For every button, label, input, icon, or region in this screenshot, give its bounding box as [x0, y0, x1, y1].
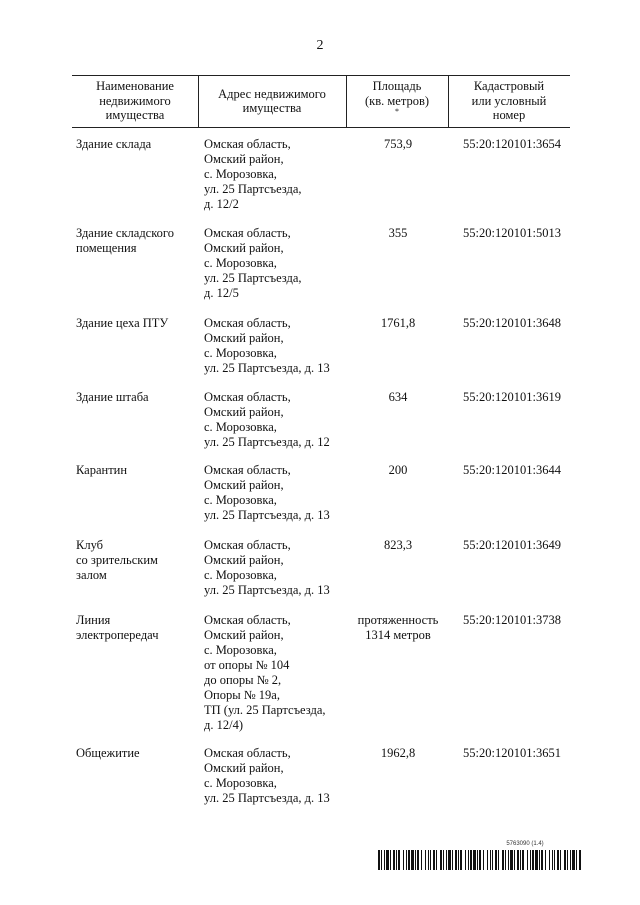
address-line: Омский район,	[204, 241, 284, 255]
barcode-bar	[470, 850, 472, 870]
name-line: Общежитие	[76, 746, 140, 760]
cell-name	[76, 463, 196, 478]
barcode-bar	[436, 850, 437, 870]
cell-cadastral: 55:20:120101:3651	[463, 746, 561, 760]
address-line: ТП (ул. 25 Партсъезда,	[204, 703, 326, 717]
address-line: с. Морозовка,	[204, 643, 277, 657]
address-line: Омский район,	[204, 553, 284, 567]
name-line: Клуб	[76, 538, 104, 552]
barcode-bar	[411, 850, 414, 870]
header-name-line: Наименование	[96, 79, 174, 94]
name-line: помещения	[76, 241, 137, 255]
footnote-mark: *	[395, 107, 399, 117]
cell-address	[204, 226, 346, 301]
barcode-bar	[505, 850, 506, 870]
address-line: Омская область,	[204, 226, 291, 240]
address-line: Омская область,	[204, 538, 291, 552]
address-line: Омская область,	[204, 463, 291, 477]
barcode-bar	[430, 850, 431, 870]
barcode-bar	[446, 850, 447, 870]
cell-area	[348, 746, 448, 761]
barcode-bar	[483, 850, 484, 870]
cell-area	[348, 463, 448, 478]
address-line: с. Морозовка,	[204, 493, 277, 507]
name-line: электропередач	[76, 628, 159, 642]
cell-address	[204, 463, 346, 523]
barcode-bar	[425, 850, 426, 870]
header-cadastral	[448, 75, 570, 127]
page-number: 2	[316, 38, 324, 53]
cell-address	[204, 538, 346, 598]
address-line: д. 12/5	[204, 286, 239, 300]
barcode-bar	[520, 850, 521, 870]
header-cadastral-line: Кадастровый	[473, 79, 545, 94]
name-line: Здание цеха ПТУ	[76, 316, 169, 330]
barcode-bar	[502, 850, 504, 870]
cell-cadastral: 55:20:120101:3738	[463, 613, 561, 627]
barcode-bar	[448, 850, 451, 870]
barcode-bar	[532, 850, 534, 870]
header-area-line: Площадь	[372, 79, 422, 94]
cell-cadastral: 55:20:120101:3649	[463, 538, 561, 552]
header-address-line: Адрес недвижимого	[218, 86, 326, 101]
barcode-bar	[567, 850, 568, 870]
barcode-bar	[396, 850, 397, 870]
name-line: Здание штаба	[76, 390, 149, 404]
cell-area	[348, 316, 448, 331]
cell-name	[76, 226, 196, 256]
address-line: Омская область,	[204, 746, 291, 760]
barcode-bar	[572, 850, 575, 870]
cell-name	[76, 137, 196, 152]
barcode-bar	[393, 850, 395, 870]
name-line: Здание склада	[76, 137, 152, 151]
address-line: от опоры № 104	[204, 658, 290, 672]
cell-address	[204, 613, 346, 733]
barcode-bar	[455, 850, 457, 870]
cell-name	[76, 538, 196, 583]
barcode-bar	[579, 850, 581, 870]
barcode-bar	[498, 850, 499, 870]
area-line: 1761,8	[380, 316, 416, 330]
cell-address	[204, 316, 346, 376]
barcode-bar	[510, 850, 513, 870]
barcode-bar	[557, 850, 559, 870]
barcode-bar	[490, 850, 491, 870]
address-line: с. Морозовка,	[204, 776, 277, 790]
area-line: 753,9	[383, 137, 413, 151]
address-line: ул. 25 Партсъезда, д. 13	[204, 791, 330, 805]
cell-name	[76, 613, 196, 643]
name-line: залом	[76, 568, 107, 582]
barcode-bar	[539, 850, 540, 870]
address-line: до опоры № 2,	[204, 673, 282, 687]
barcode-bar	[545, 850, 546, 870]
barcode-bar	[514, 850, 515, 870]
barcode-bar	[390, 850, 391, 870]
cell-address	[204, 137, 346, 212]
barcode-bar	[564, 850, 566, 870]
name-line: со зрительским	[76, 553, 158, 567]
area-line: 1314 метров	[365, 628, 431, 642]
cell-area	[348, 613, 448, 643]
barcode-bar	[541, 850, 543, 870]
barcode-bar	[452, 850, 453, 870]
barcode-bar	[433, 850, 435, 870]
address-line: Омский район,	[204, 761, 284, 775]
header-name-line: недвижимого	[99, 93, 171, 108]
cell-address	[204, 390, 346, 450]
address-line: с. Морозовка,	[204, 256, 277, 270]
address-line: ул. 25 Партсъезда, д. 13	[204, 361, 330, 375]
barcode-bar	[443, 850, 444, 870]
barcode-bar	[398, 850, 400, 870]
address-line: ул. 25 Партсъезда, д. 13	[204, 508, 330, 522]
area-line: 1962,8	[380, 746, 416, 760]
address-line: Омская область,	[204, 390, 291, 404]
barcode-bar	[406, 850, 407, 870]
barcode-bar	[415, 850, 416, 870]
cell-cadastral: 55:20:120101:3648	[463, 316, 561, 330]
address-line: Омский район,	[204, 478, 284, 492]
address-line: Омская область,	[204, 316, 291, 330]
header-cadastral-line: или условный	[471, 93, 547, 108]
cell-cadastral: 55:20:120101:3619	[463, 390, 561, 404]
header-address-line: имущества	[242, 101, 302, 115]
area-line: 200	[388, 463, 408, 477]
header-area-unit: (кв. метров)	[364, 93, 430, 108]
barcode-bar	[403, 850, 404, 870]
area-line: протяженность	[357, 613, 439, 627]
barcode-bar	[381, 850, 382, 870]
cell-name	[76, 390, 196, 405]
barcode-bar	[421, 850, 422, 870]
header-address	[198, 75, 346, 127]
name-line: Карантин	[76, 463, 128, 477]
barcode-bar	[479, 850, 481, 870]
barcode-bar	[428, 850, 429, 870]
cell-cadastral: 55:20:120101:5013	[463, 226, 561, 240]
address-line: Омская область,	[204, 613, 291, 627]
barcode	[378, 850, 582, 870]
address-line: ул. 25 Партсъезда, д. 12	[204, 435, 330, 449]
area-line: 634	[388, 390, 408, 404]
barcode-bar	[560, 850, 561, 870]
barcode-bar	[552, 850, 553, 870]
header-cadastral-line: номер	[492, 108, 526, 123]
cell-area	[348, 226, 448, 241]
name-line: Линия	[76, 613, 111, 627]
barcode-bar	[517, 850, 519, 870]
barcode-bar	[440, 850, 442, 870]
address-line: Опоры № 19а,	[204, 688, 280, 702]
barcode-bar	[527, 850, 528, 870]
address-line: Омская область,	[204, 137, 291, 151]
cell-name	[76, 316, 196, 331]
barcode-bar	[386, 850, 389, 870]
area-line: 355	[388, 226, 408, 240]
barcode-bar	[384, 850, 385, 870]
barcode-bar	[576, 850, 577, 870]
barcode-bar	[549, 850, 550, 870]
cell-name	[76, 746, 196, 761]
barcode-bar	[554, 850, 555, 870]
barcode-bar	[465, 850, 466, 870]
barcode-bar	[468, 850, 469, 870]
barcode-bar	[473, 850, 476, 870]
address-line: Омский район,	[204, 331, 284, 345]
address-line: с. Морозовка,	[204, 346, 277, 360]
barcode-bar	[477, 850, 478, 870]
barcode-bar	[487, 850, 488, 870]
address-line: ул. 25 Партсъезда,	[204, 182, 302, 196]
address-line: д. 12/2	[204, 197, 239, 211]
barcode-bar	[570, 850, 571, 870]
address-line: д. 12/4)	[204, 718, 243, 732]
name-line: Здание складского	[76, 226, 174, 240]
cell-area	[348, 137, 448, 152]
barcode-bar	[522, 850, 524, 870]
address-line: ул. 25 Партсъезда, д. 13	[204, 583, 330, 597]
cell-area	[348, 390, 448, 405]
cell-area	[348, 538, 448, 553]
address-line: с. Морозовка,	[204, 420, 277, 434]
header-area	[346, 75, 448, 127]
barcode-bar	[460, 850, 462, 870]
address-line: с. Морозовка,	[204, 167, 277, 181]
header-area-line	[365, 94, 429, 123]
cell-cadastral: 55:20:120101:3644	[463, 463, 561, 477]
barcode-bar	[508, 850, 509, 870]
address-line: Омский район,	[204, 405, 284, 419]
barcode-bar	[378, 850, 380, 870]
address-line: ул. 25 Партсъезда,	[204, 271, 302, 285]
cell-address	[204, 746, 346, 806]
barcode-bar	[495, 850, 497, 870]
table-header-bottom-rule	[72, 127, 570, 128]
barcode-bar	[417, 850, 419, 870]
barcode-bar	[530, 850, 531, 870]
barcode-bar	[408, 850, 410, 870]
area-line: 823,3	[383, 538, 413, 552]
address-line: Омский район,	[204, 152, 284, 166]
header-name	[72, 75, 198, 127]
barcode-bar	[458, 850, 459, 870]
header-name-line: имущества	[105, 108, 165, 123]
cell-cadastral: 55:20:120101:3654	[463, 137, 561, 151]
barcode-bar	[492, 850, 493, 870]
address-line: Омский район,	[204, 628, 284, 642]
barcode-bar	[535, 850, 538, 870]
address-line: с. Морозовка,	[204, 568, 277, 582]
barcode-label: 5763090 (1.4)	[506, 841, 544, 847]
